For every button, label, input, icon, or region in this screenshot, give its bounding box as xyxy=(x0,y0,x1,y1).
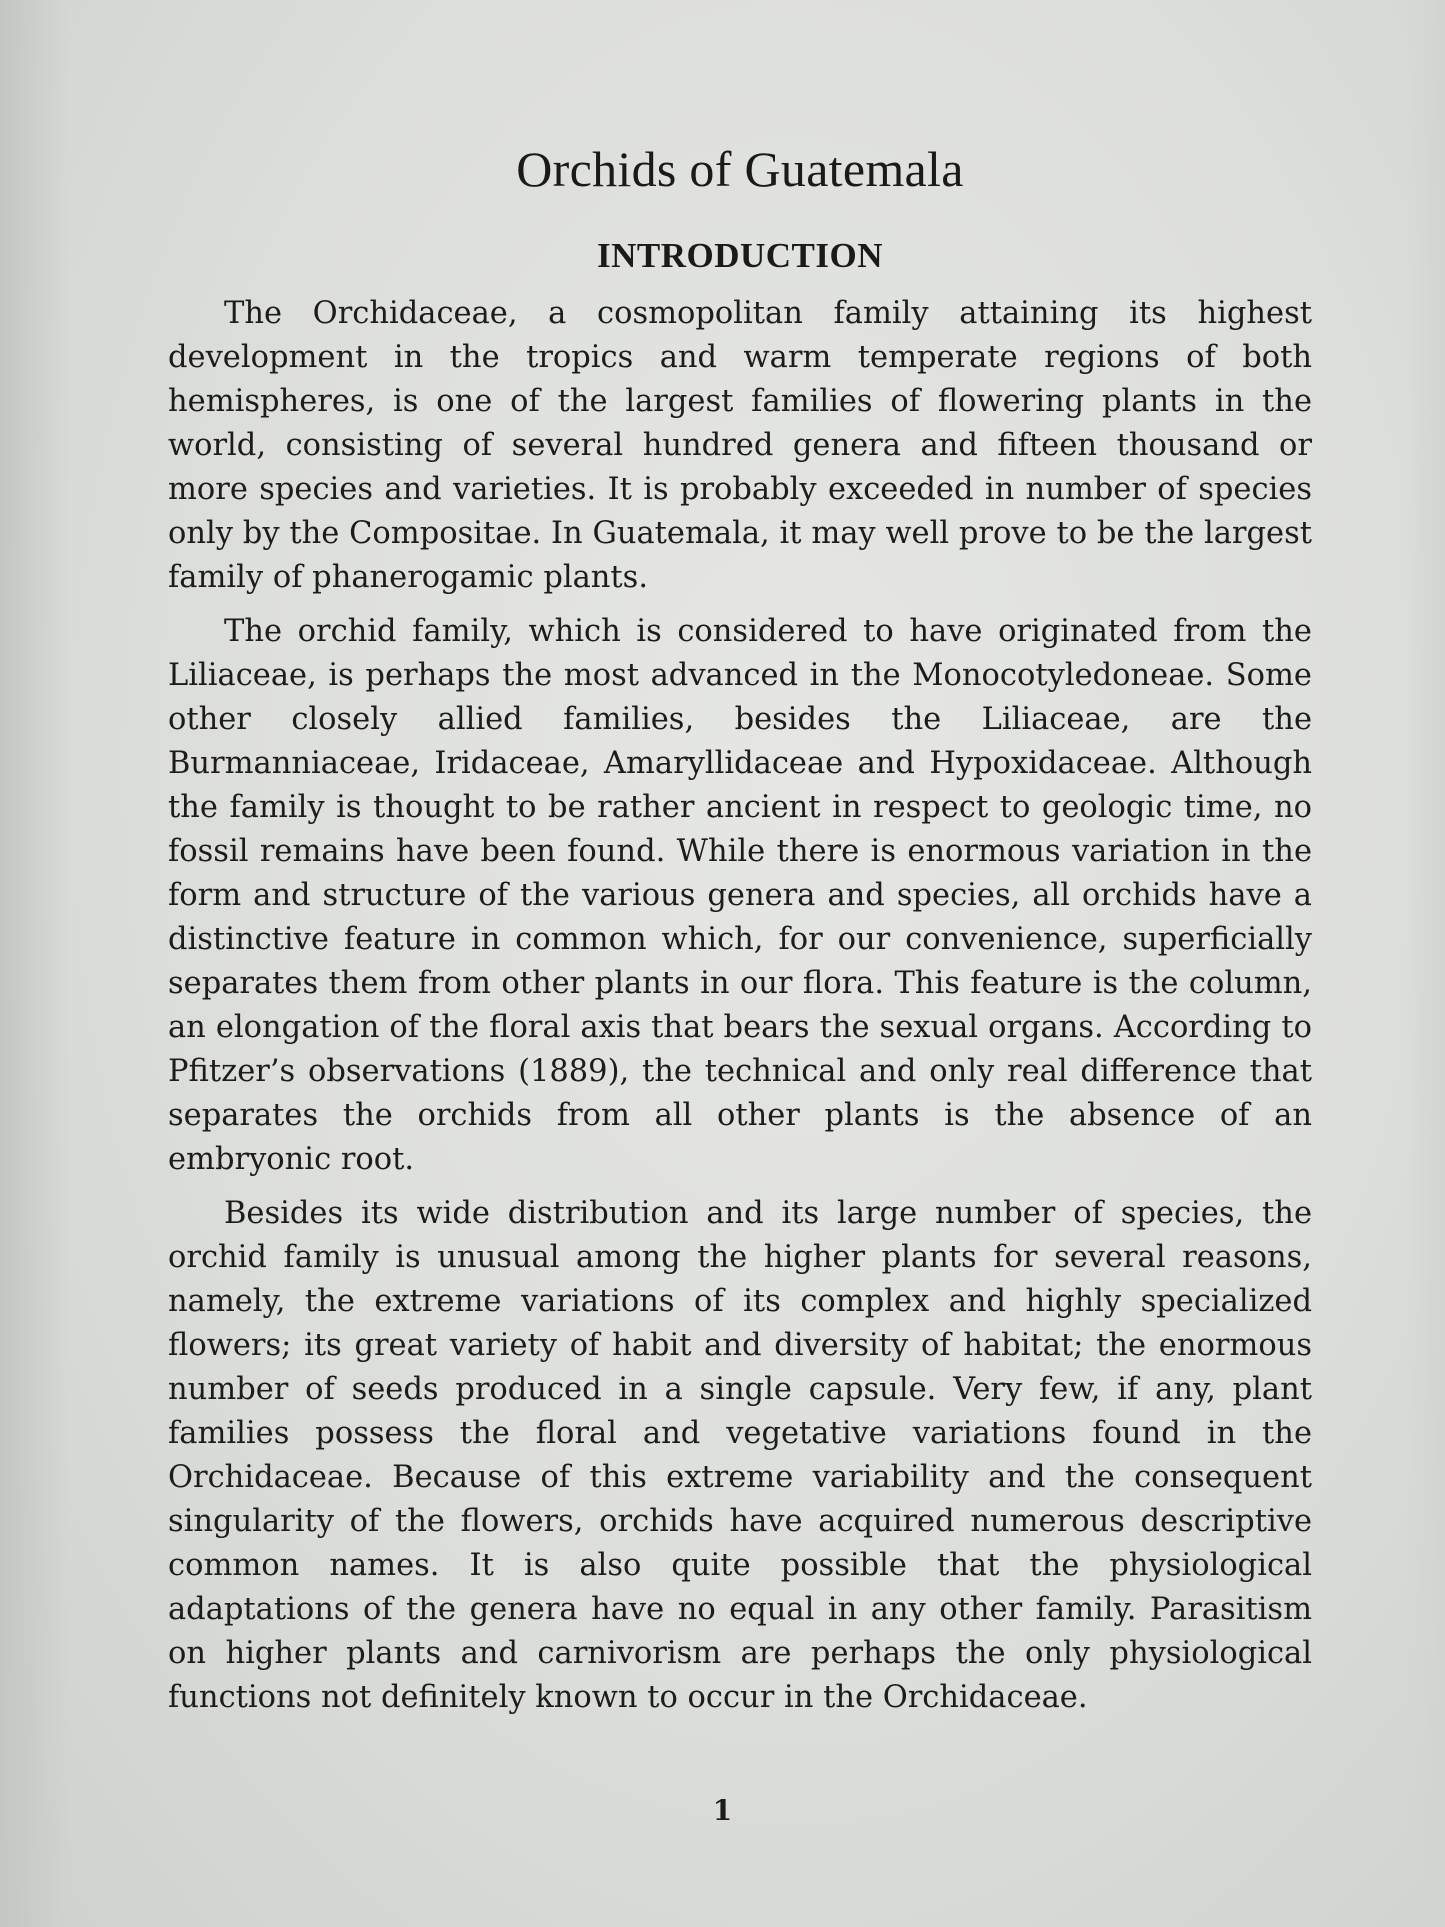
page-title: Orchids of Guatemala xyxy=(516,141,964,197)
paragraph-3: Besides its wide distribution and its large number of species, the orchid family is unusual among the higher plants for several reasons, namely, the extreme variations of its complex and highly specialized flowers; its great variety of habit and diversity of habitat; the enormous number of seeds produced in a single capsule. Very few, if any, plant families possess the floral and vegetative variations found in the Orchidaceae. Because of this extreme variability and the consequent singularity of the flowers, orchids have acquired numerous descriptive common names. It is also quite possible that the physiological adaptations of the genera have no equal in any other family. Parasitism on higher plants and carnivorism are perhaps the only physiological functions not definitely known to occur in the Orchidaceae. xyxy=(168,1196,1312,1715)
page-number: 1 xyxy=(712,1794,733,1827)
paragraph-1: The Orchidaceae, a cosmopolitan family attaining its highest development in the tropics and warm temperate regions of both hemispheres, is one of the largest families of flowering plants in the world, consisting of several hundred genera and fifteen thousand or more species and varieties. It is probably exceeded in number of species only by the Compositae. In Guatemala, it may well prove to be the largest family of phanerogamic plants. xyxy=(168,296,1312,595)
page-gutter-shadow xyxy=(0,0,70,1927)
section-heading: INTRODUCTION xyxy=(596,236,884,275)
paragraph-2: The orchid family, which is considered to have originated from the Liliaceae, is perhaps the most advanced in the Monocotyledoneae. Some other closely allied families, besides the Liliaceae, are the Burmanniaceae, Iridaceae, Amaryllidaceae and Hypoxidaceae. Although the family is thought to be rather ancient in respect to geologic time, no fossil remains have been found. While there is enormous variation in the form and structure of the various genera and species, all orchids have a distinctive feature in common which, for our convenience, superficially separates them from other plants in our flora. This feature is the column, an elongation of the floral axis that bears the sexual organs. According to Pfitzer’s observations (1889), the technical and only real difference that separates the orchids from all other plants is the absence of an embryonic root. xyxy=(168,614,1312,1177)
text-block xyxy=(168,140,1312,1730)
page-edge-shadow xyxy=(1405,0,1445,1927)
